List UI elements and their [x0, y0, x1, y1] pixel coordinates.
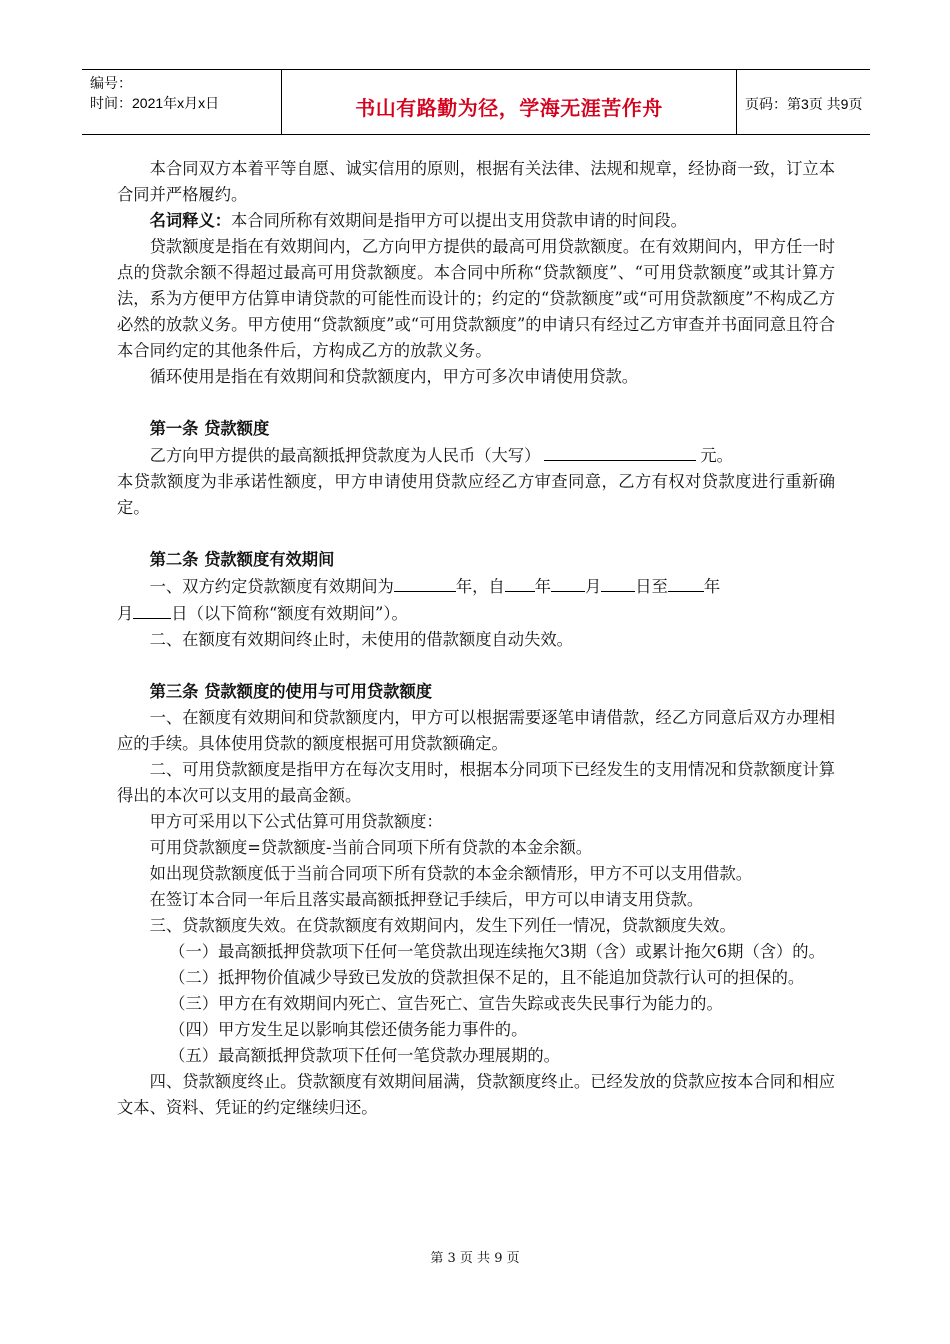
start-day-blank[interactable]: [601, 573, 635, 592]
article-2-title: 第二条 贷款额度有效期间: [149, 550, 335, 569]
article-2-paragraph-2: 二、在额度有效期间终止时，未使用的借款额度自动失效。: [149, 630, 573, 649]
article-3-item-3: （三）甲方在有效期间内死亡、宣告死亡、宣告失踪或丧失民事行为能力的。: [169, 994, 723, 1013]
header-table: [82, 69, 870, 135]
article-2-text-c: 年: [534, 577, 551, 596]
article-2-text-f: 年: [703, 577, 721, 596]
header-page-cell: [737, 70, 870, 134]
start-month-blank[interactable]: [551, 573, 585, 592]
article-3-paragraph-2: 二、可用贷款额度是指甲方在每次支用时，根据本分同项下已经发生的支用情况和贷款额度计算得出的本次可以支用的最高金额。: [117, 760, 835, 805]
article-1-amount-text: 乙方向甲方提供的最高额抵押贷款度为人民币（大写）: [149, 446, 541, 465]
article-2-text-h: 日（以下简称“额度有效期间”）。: [171, 604, 408, 623]
amount-blank[interactable]: [544, 442, 696, 461]
article-3-paragraph-8: 四、贷款额度终止。贷款额度有效期间届满，贷款额度终止。已经发放的贷款应按本合同和相应文本、资料、凭证的约定继续归还。: [117, 1072, 835, 1117]
article-3-item-4: （四）甲方发生足以影响其偿还债务能力事件的。: [169, 1020, 528, 1039]
article-2-text-g: 月: [117, 604, 134, 623]
document-code-label: 编号：: [90, 75, 132, 91]
revolving-use-definition: 循环使用是指在有效期间和贷款额度内，甲方可多次申请使用贷款。: [149, 367, 639, 386]
article-1-paragraph-1: [117, 442, 835, 469]
article-2-paragraph-1-cont: [117, 600, 835, 627]
end-year-blank[interactable]: [668, 573, 704, 592]
article-3-paragraph-3: 甲方可采用以下公式估算可用贷款额度：: [149, 812, 443, 831]
article-3-paragraph-7: 三、贷款额度失效。在贷款额度有效期间内，发生下列任一情况，贷款额度失效。: [149, 916, 736, 935]
article-1-yuan: 元。: [700, 446, 733, 465]
article-1-paragraph-2: 本贷款额度为非承诺性额度，甲方申请使用贷款应经乙方审查同意，乙方有权对贷款度进行重新确定。: [117, 472, 835, 517]
definition-paragraph: [117, 208, 835, 234]
article-2-text-a: 一、双方约定贷款额度有效期间为: [149, 577, 394, 596]
document-date-label: 时间：2021年x月x日: [90, 95, 220, 111]
article-3-item-1: （一）最高额抵押贷款项下任何一笔贷款出现连续拖欠3期（含）或累计拖欠6期（含）的。: [169, 942, 825, 961]
years-blank[interactable]: [394, 573, 456, 592]
contract-body: [117, 156, 835, 1121]
page-footer: 第 3 页 共 9 页: [430, 1251, 520, 1266]
article-3-formula: 可用贷款额度=贷款额度-当前合同项下所有贷款的本金余额。: [149, 838, 593, 857]
article-2-text-d: 月: [584, 577, 602, 596]
intro-paragraph: 本合同双方本着平等自愿、诚实信用的原则，根据有关法律、法规和规章，经协商一致，订立本合同并严格履约。: [117, 159, 835, 204]
article-3-item-2: （二）抵押物价值减少导致已发放的贷款担保不足的，且不能追加贷款行认可的担保的。: [169, 968, 805, 987]
article-3-item-5: （五）最高额抵押贷款项下任何一笔贷款办理展期的。: [169, 1046, 560, 1065]
article-2-text-b: 年，自: [455, 577, 505, 596]
start-year-blank[interactable]: [505, 573, 535, 592]
article-3-paragraph-6: 在签订本合同一年后且落实最高额抵押登记手续后，甲方可以申请支用贷款。: [149, 890, 704, 909]
loan-amount-definition: 贷款额度是指在有效期间内，乙方向甲方提供的最高可用贷款额度。在有效期间内，甲方任一时点的贷款余额不得超过最高可用贷款额度。本合同中所称“贷款额度”、“可用贷款额度”或其计算方法，系为方便甲方估算申请贷款的可能性而设计的；约定的“贷款额度”或“可用贷款额度”不构成乙方必然的放款义务。甲方使用“贷款额度”或“可用贷款额度”的申请只有经过乙方审查并书面同意且符合本合同约定的其他条件后，方构成乙方的放款义务。: [117, 237, 835, 360]
definition-title: 名词释义：: [149, 211, 232, 230]
article-2-text-e: 日至: [635, 577, 668, 596]
article-3-paragraph-1: 一、在额度有效期间和贷款额度内，甲方可以根据需要逐笔申请借款，经乙方同意后双方办理相应的手续。具体使用贷款的额度根据可用贷款额确定。: [117, 708, 835, 753]
end-month-blank[interactable]: [133, 600, 171, 619]
header-motto: 书山有路勤为径，学海无涯苦作舟: [355, 96, 663, 120]
article-1-title: 第一条 贷款额度: [149, 419, 270, 438]
header-page-number: 页码：第3页 共9页: [745, 96, 863, 112]
article-3-title: 第三条 贷款额度的使用与可用贷款额度: [149, 682, 433, 701]
header-motto-cell: [282, 70, 737, 134]
definition-text: 本合同所称有效期间是指甲方可以提出支用贷款申请的时间段。: [231, 211, 687, 230]
article-2-paragraph-1: [117, 573, 835, 600]
article-3-paragraph-5: 如出现贷款额度低于当前合同项下所有贷款的本金余额情形，甲方不可以支用借款。: [149, 864, 753, 883]
header-info-cell: [82, 70, 282, 134]
